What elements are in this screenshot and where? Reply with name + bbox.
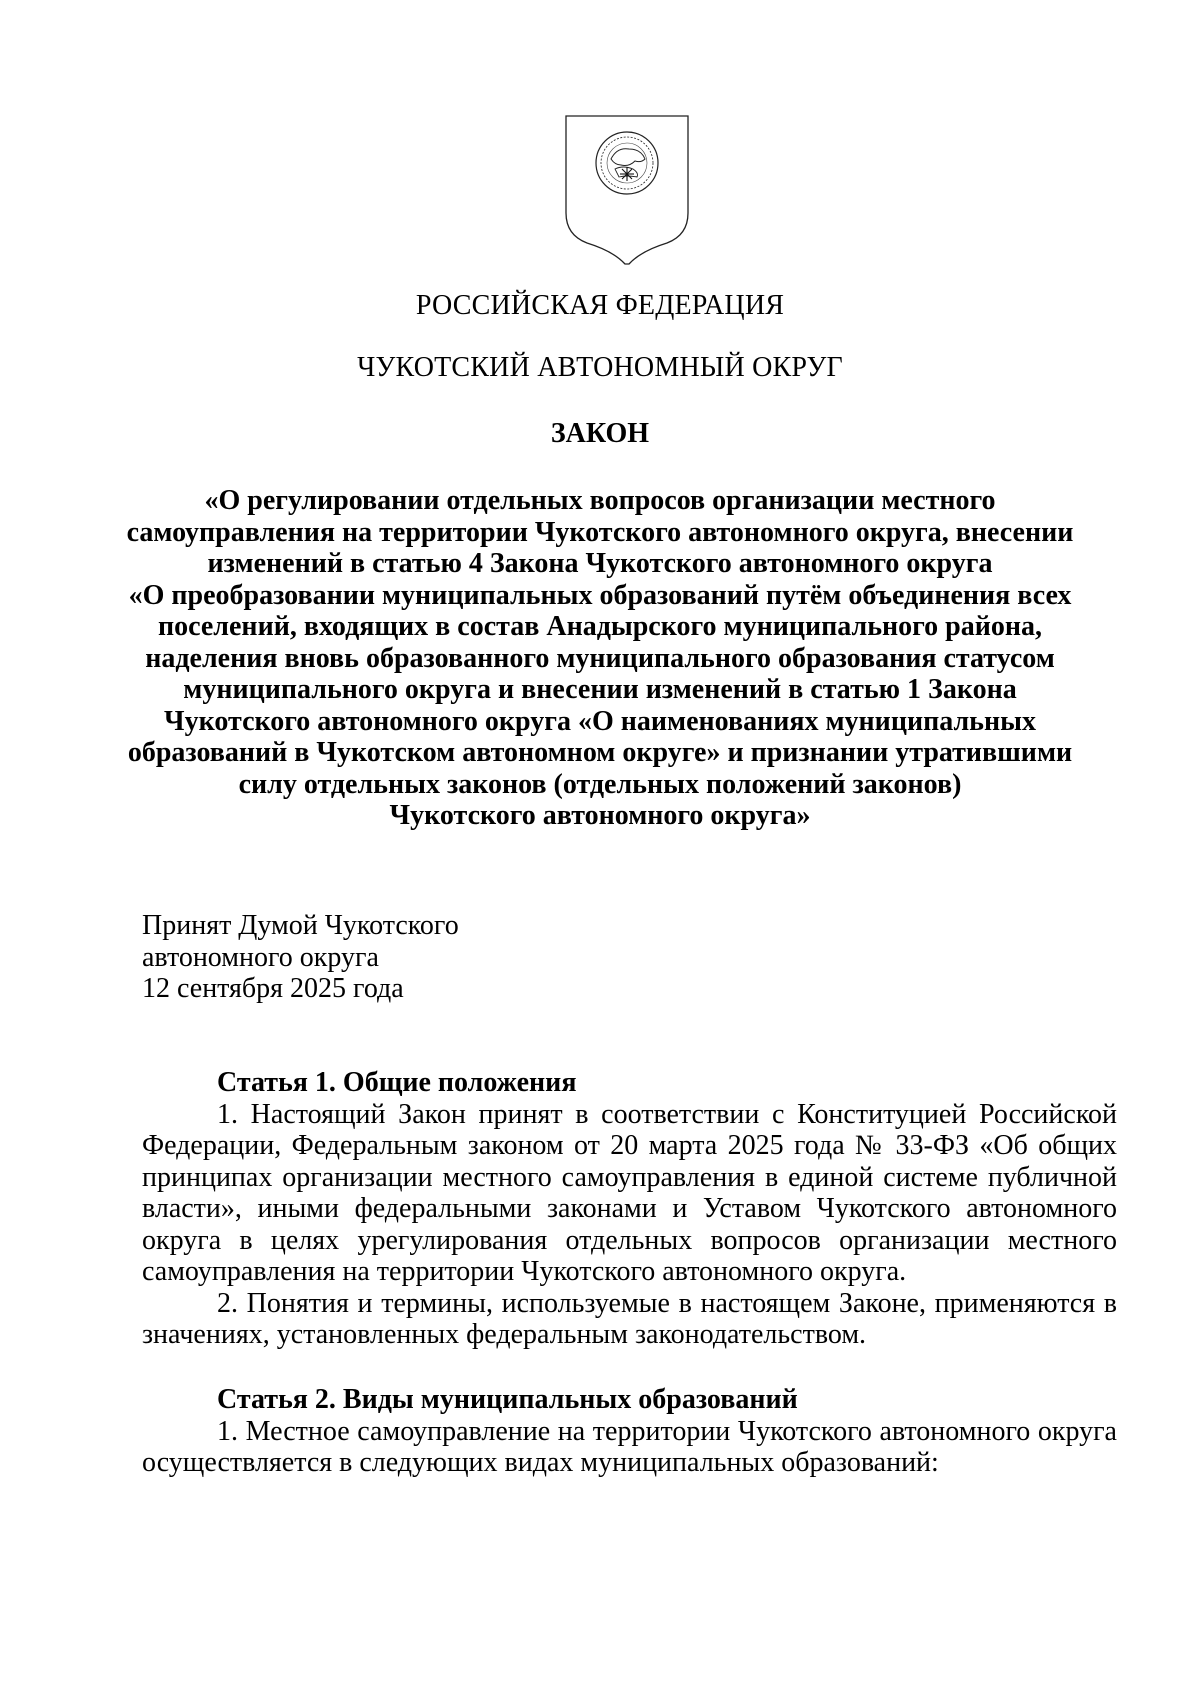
title-line: муниципального округа и внесении изменений в статью 1 Закона [183, 674, 1017, 705]
title-line: поселений, входящих в состав Анадырского муниципального района, [157, 611, 1043, 642]
title-line: «О регулировании отдельных вопросов организации местного [204, 485, 996, 516]
title-line: «О преобразовании муниципальных образований путём объединения всех [128, 579, 1072, 611]
law-title [100, 485, 1100, 832]
title-line: наделения вновь образованного муниципального образования статусом [145, 642, 1055, 674]
title-line: самоуправления на территории Чукотского автономного округа, внесении [126, 516, 1074, 548]
region-name: ЧУКОТСКИЙ АВТОНОМНЫЙ ОКРУГ [357, 352, 843, 383]
article-paragraph: 1. Настоящий Закон принят в соответствии с Конституцией Российской Федерации, Федеральным законом от 20 марта 2025 года № 33-ФЗ «Об общих принципах организации местного самоуправления в единой системе публичной власти», иными федеральными законами и Уставом Чукотского автономного округа в целях урегулирования отдельных вопросов организации местного самоуправления на территории Чукотского автономного округа. [142, 1098, 1117, 1287]
state-name: РОССИЙСКАЯ ФЕДЕРАЦИЯ [415, 290, 785, 321]
adoption-date: 12 сентября 2025 года [142, 973, 404, 1004]
article-heading: Статья 2. Виды муниципальных образований [217, 1384, 798, 1415]
article-2 [142, 1384, 1117, 1479]
title-line: образований в Чукотском автономном округе» и признании утратившими [127, 737, 1073, 768]
title-line: Чукотского автономного округа» [389, 800, 811, 831]
title-line: силу отдельных законов (отдельных положений законов) [238, 768, 962, 800]
article-1 [142, 1067, 1117, 1351]
adoption-line: автономного округа [142, 941, 379, 973]
article-paragraph: 1. Местное самоуправление на территории Чукотского автономного округа осуществляется в следующих видах муниципальных образований: [142, 1415, 1117, 1478]
adoption-line: Принят Думой Чукотского [142, 910, 459, 941]
coat-of-arms-icon [563, 113, 691, 265]
adoption-note [142, 910, 459, 1005]
title-line: изменений в статью 4 Закона Чукотского автономного округа [207, 548, 993, 579]
article-paragraph: 2. Понятия и термины, используемые в настоящем Законе, применяются в значениях, установленных федеральным законодательством. [142, 1287, 1117, 1350]
document-type: ЗАКОН [550, 418, 650, 449]
title-line: Чукотского автономного округа «О наименованиях муниципальных [164, 705, 1036, 737]
article-heading: Статья 1. Общие положения [217, 1067, 577, 1098]
